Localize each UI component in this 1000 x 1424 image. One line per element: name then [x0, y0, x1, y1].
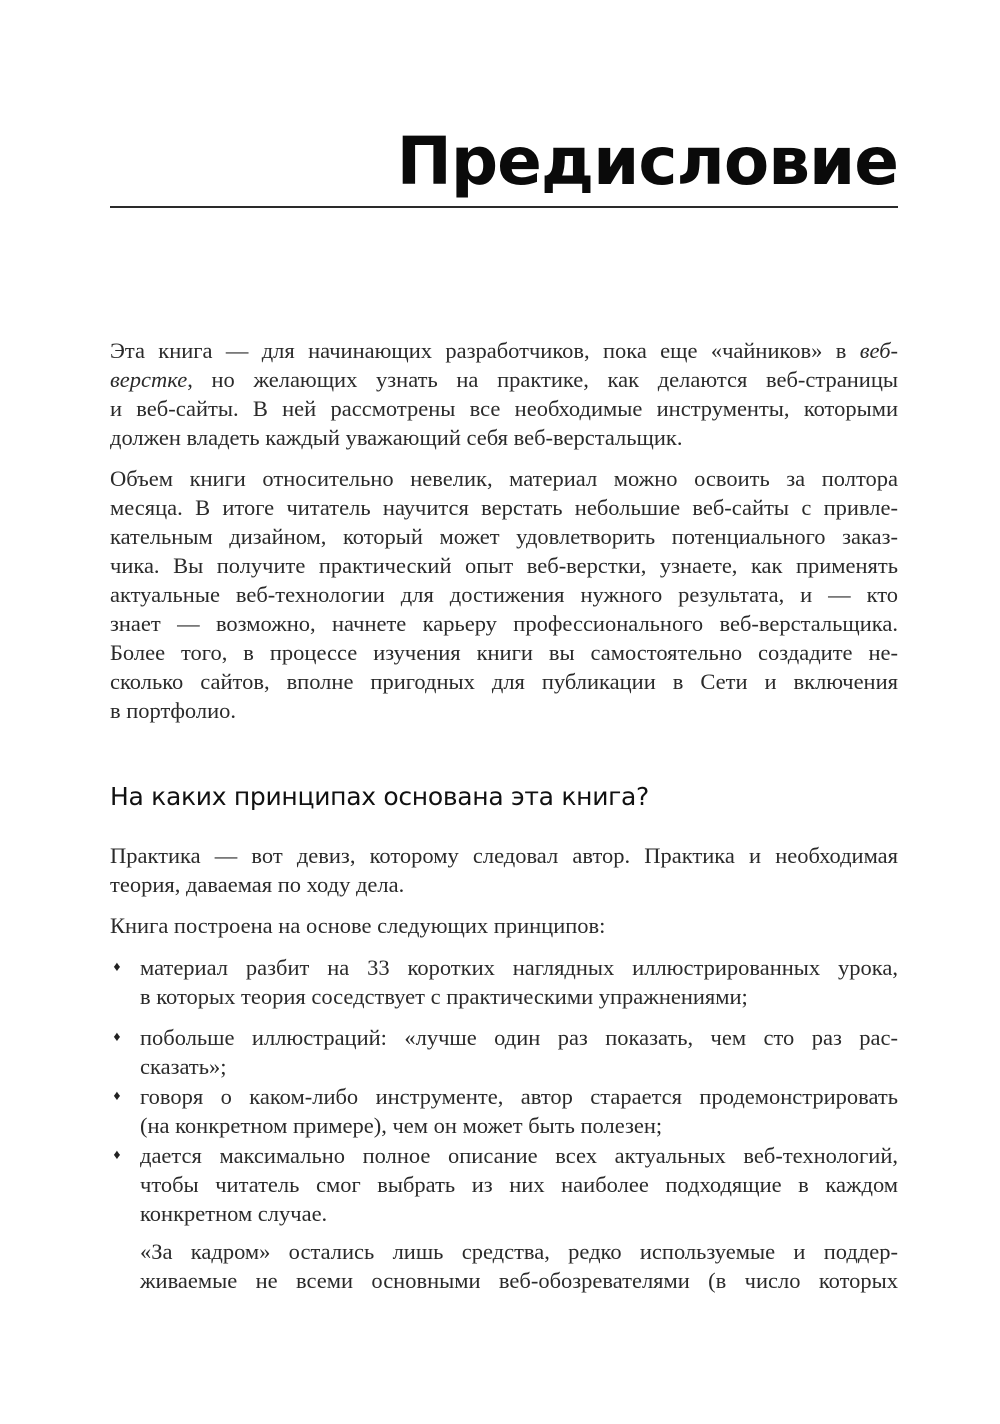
list-item-line: дается максимально полное описание всех актуальных веб-технологий, [140, 1143, 898, 1168]
section-paragraph-1 [110, 841, 898, 899]
section-paragraph-2 [110, 911, 898, 940]
paragraph-line [110, 365, 898, 394]
diamond-bullet-icon: ♦ [113, 960, 121, 975]
intro-paragraph-2 [110, 464, 898, 725]
paragraph-line: Практика — вот девиз, которому следовал автор. Практика и необходимая [110, 843, 898, 868]
diamond-bullet-icon: ♦ [113, 1148, 121, 1163]
diamond-bullet-icon: ♦ [113, 1089, 121, 1104]
paragraph-line: живаемые не всеми основными веб-обозревателями (в число которых [140, 1268, 898, 1293]
list-item-line: чтобы читатель смог выбрать из них наиболее подходящие в каждом [140, 1172, 898, 1197]
list-item-line: в которых теория соседствует с практическими упражнениями; [140, 984, 748, 1009]
list-item-line: сказать»; [140, 1054, 227, 1079]
list-item-line: конкретном случае. [140, 1201, 328, 1226]
paragraph-line: сколько сайтов, вполне пригодных для публикации в Сети и включения [110, 669, 898, 694]
chapter-title: Предисловие [396, 123, 898, 200]
italic-term: веб- [859, 338, 898, 363]
paragraph-line: должен владеть каждый уважающий себя веб-верстальщик. [110, 425, 683, 450]
list-item-line: (на конкретном примере), чем он может быть полезен; [140, 1113, 663, 1138]
list-item-line: побольше иллюстраций: «лучше один раз показать, чем сто раз рас- [140, 1025, 898, 1050]
paragraph-line: знает — возможно, начнете карьеру профессионального веб-верстальщика. [110, 611, 898, 636]
paragraph-line: в портфолио. [110, 698, 237, 723]
paragraph-line: Книга построена на основе следующих принципов: [110, 913, 606, 938]
paragraph-line: месяца. В итоге читатель научится верстать небольшие веб-сайты с привле- [110, 495, 898, 520]
section-heading: На каких принципах основана эта книга? [110, 782, 649, 811]
paragraph-line: «За кадром» остались лишь средства, редко используемые и поддер- [140, 1239, 898, 1264]
paragraph-line: кательным дизайном, который может удовлетворить потенциального заказ- [110, 524, 898, 549]
line-text: , но желающих узнать на практике, как делаются веб-страницы [187, 367, 898, 392]
paragraph-line: Объем книги относительно невелик, материал можно освоить за полтора [110, 466, 898, 491]
list-item-text [140, 1141, 898, 1228]
list-item-line: материал разбит на 33 коротких наглядных иллюстрированных урока, [140, 955, 898, 980]
diamond-bullet-icon: ♦ [113, 1030, 121, 1045]
line-text: Эта книга — для начинающих разработчиков, пока еще «чайников» в [110, 338, 860, 363]
list-item-text [140, 1023, 898, 1081]
paragraph-line [110, 336, 898, 365]
list-item-text [140, 953, 898, 1011]
list-item-text [140, 1082, 898, 1140]
italic-term: верстке [110, 367, 188, 392]
paragraph-line: теория, даваемая по ходу дела. [110, 872, 405, 897]
continuation-paragraph [140, 1237, 898, 1295]
paragraph-line: актуальные веб-технологии для достижения нужного результата, и — кто [110, 582, 898, 607]
intro-paragraph-1 [110, 336, 898, 452]
title-rule-divider [110, 206, 898, 208]
paragraph-line: Более того, в процессе изучения книги вы самостоятельно создадите не- [110, 640, 898, 665]
paragraph-line: и веб-сайты. В ней рассмотрены все необходимые инструменты, которыми [110, 396, 898, 421]
list-item-line: говоря о каком-либо инструменте, автор старается продемонстрировать [140, 1084, 898, 1109]
paragraph-line: чика. Вы получите практический опыт веб-верстки, узнаете, как применять [110, 553, 898, 578]
